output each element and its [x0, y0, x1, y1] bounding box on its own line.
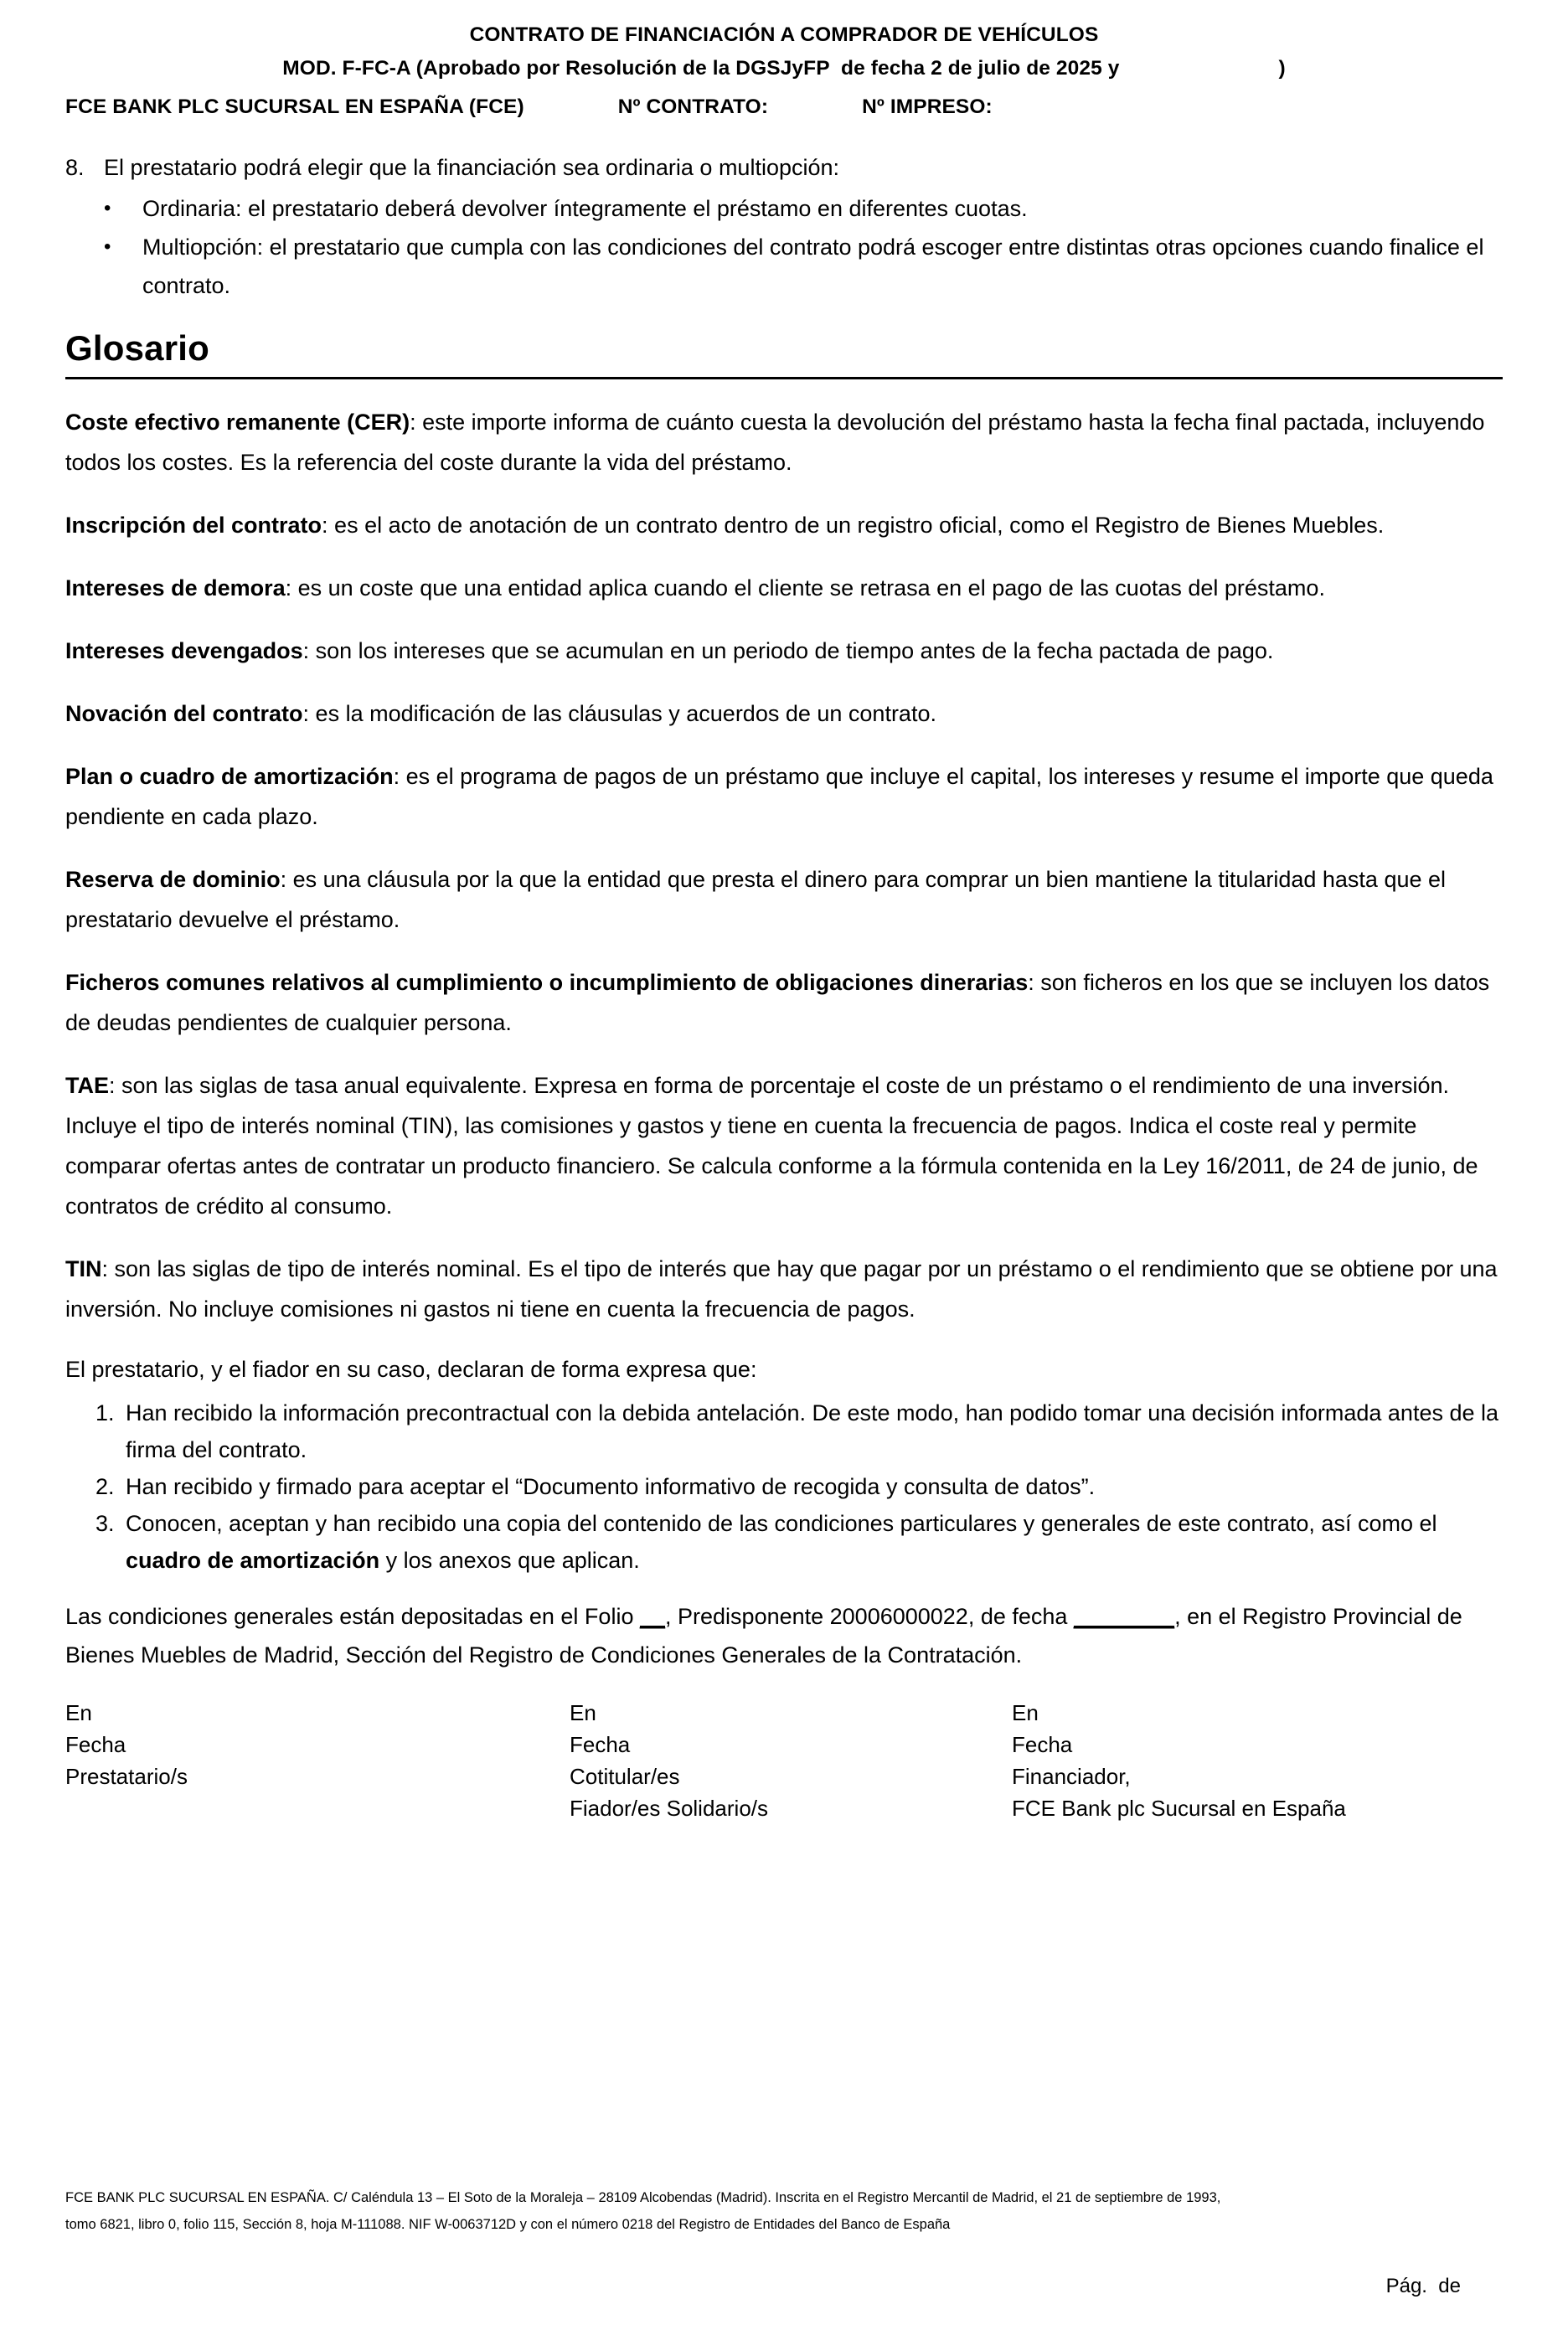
glossary-definition: : son ficheros en los que se incluyen los datos de deudas pendientes de cualquier persona. [65, 970, 1490, 1035]
declaration-number: 2. [95, 1474, 115, 1499]
signature-column-lender [1012, 1697, 1503, 1824]
list-item [65, 1505, 1503, 1579]
page-number: Pág. de [1385, 2275, 1461, 2297]
glossary-definition: : es la modificación de las cláusulas y acuerdos de un contrato. [302, 701, 936, 726]
signature-date-label: Fecha [570, 1732, 631, 1757]
signature-role-label-secondary: FCE Bank plc Sucursal en España [1012, 1796, 1346, 1821]
signature-column-borrower [65, 1697, 570, 1824]
glossary-entry [65, 756, 1503, 837]
bullet-dot-icon: • [104, 197, 111, 219]
declaration-text-part-1: Conocen, aceptan y han recibido una copia del contenido de las condiciones particulares y generales de este contrato, así como el [126, 1511, 1437, 1536]
glossary-definition: : son las siglas de tasa anual equivalente. Expresa en forma de porcentaje el coste de un préstamo o el rendimiento de una inversión. Incluye el tipo de interés nominal (TIN), las comisiones y gastos y tiene en cuenta la frecuencia de pagos. Indica el coste real y permite comparar ofertas antes de contratar un producto financiero. Se calcula conforme a la fórmula contenida en la Ley 16/2011, de 24 de junio, de contratos de crédito al consumo. [65, 1073, 1478, 1219]
glossary-entries [65, 402, 1503, 1329]
signature-place-label: En [570, 1700, 596, 1725]
glossary-term: Plan o cuadro de amortización [65, 764, 394, 789]
signature-column-cotitular [570, 1697, 1012, 1824]
glossary-term: Coste efectivo remanente (CER) [65, 410, 410, 435]
glossary-entry [65, 402, 1503, 482]
glossary-definition: : es el acto de anotación de un contrato dentro de un registro oficial, como el Registro de Bienes Muebles. [322, 513, 1385, 538]
signature-block [65, 1697, 1503, 1824]
page-title: Glosario [65, 328, 209, 368]
glossary-entry [65, 505, 1503, 545]
list-item [65, 1468, 1503, 1505]
contract-number-label: Nº CONTRATO: [617, 95, 769, 118]
declaration-text [126, 1505, 1503, 1579]
model-code-text: MOD. F-FC-A (Aprobado por Resolución de la DGSJyFP de fecha 2 de julio de 2025 y [282, 57, 1120, 80]
document-footer [0, 2184, 1568, 2325]
glossary-term: Inscripción del contrato [65, 513, 322, 538]
footer-legal-line-1: FCE BANK PLC SUCURSAL EN ESPAÑA. C/ Caléndula 13 – El Soto de la Moraleja – 28109 Alcobendas (Madrid). Inscrita en el Registro Mercantil de Madrid, el 21 de septiembre de 1993, [65, 2190, 1221, 2205]
glossary-term: TAE [65, 1073, 109, 1098]
glossary-definition: : es una cláusula por la que la entidad que presta el dinero para comprar un bien mantiene la titularidad hasta que el prestatario devuelve el préstamo. [65, 867, 1447, 932]
clause-8-bullet-list [65, 189, 1503, 305]
date-blank-field[interactable]: ________ [1073, 1604, 1175, 1629]
glossary-term: Intereses devengados [65, 638, 303, 663]
glossary-entry [65, 693, 1503, 734]
glossary-entry [65, 962, 1503, 1043]
signature-role-label: Financiador, [1012, 1764, 1131, 1789]
bullet-dot-icon: • [104, 235, 111, 258]
entity-name: FCE BANK PLC SUCURSAL EN ESPAÑA (FCE) [65, 95, 524, 118]
signature-place-label: En [65, 1700, 92, 1725]
glossary-definition: : es el programa de pagos de un préstamo que incluye el capital, los intereses y resume el importe que queda pendiente en cada plazo. [65, 764, 1493, 829]
signature-role-label-secondary: Fiador/es Solidario/s [570, 1796, 768, 1821]
list-item [65, 228, 1503, 305]
section-divider [65, 377, 1503, 379]
glossary-term: Intereses de demora [65, 575, 286, 601]
declaration-text: Han recibido la información precontractual con la debida antelación. De este modo, han podido tomar una decisión informada antes de la firma del contrato. [126, 1400, 1499, 1462]
glossary-definition: : son las siglas de tipo de interés nominal. Es el tipo de interés que hay que pagar por un préstamo o el rendimiento que se obtiene por una inversión. No incluye comisiones ni gastos ni tiene en cuenta la frecuencia de pagos. [65, 1256, 1498, 1322]
conditions-deposit-paragraph [65, 1597, 1503, 1674]
clause-8 [65, 149, 1503, 186]
clause-8-text: El prestatario podrá elegir que la financiación sea ordinaria o multiopción: [104, 155, 840, 180]
declaration-number: 3. [95, 1511, 115, 1536]
glossary-definition: : es un coste que una entidad aplica cuando el cliente se retrasa en el pago de las cuotas del préstamo. [285, 575, 1325, 601]
conditions-text-part-1: Las condiciones generales están depositadas en el Folio [65, 1604, 640, 1629]
declaration-number: 1. [95, 1400, 115, 1425]
glossary-term: TIN [65, 1256, 102, 1281]
model-line-close-paren: ) [1278, 57, 1286, 80]
document-model-line [0, 52, 1568, 85]
conditions-text-part-3: , en el Registro Provincial de Bienes Muebles de Madrid, Sección del Registro de Condiciones Generales de la Contratación. [65, 1604, 1462, 1668]
glossary-definition: : son los intereses que se acumulan en un periodo de tiempo antes de la fecha pactada de pago. [302, 638, 1274, 663]
declarations-lead-text: El prestatario, y el fiador en su caso, declaran de forma expresa que: [65, 1357, 757, 1382]
glossary-entry [65, 1065, 1503, 1226]
list-item [65, 1394, 1503, 1468]
footer-legal-line-2: tomo 6821, libro 0, folio 115, Sección 8, hoja M-111088. NIF W-0063712D y con el número 0218 del Registro de Entidades del Banco de España [65, 2217, 951, 2232]
clause-8-bullet-1-text: Ordinaria: el prestatario deberá devolver íntegramente el préstamo en diferentes cuotas. [142, 196, 1028, 221]
declaration-text-bold: cuadro de amortización [126, 1548, 380, 1573]
document-header [0, 0, 1568, 124]
document-body [0, 149, 1568, 1824]
glossary-term: Ficheros comunes relativos al cumplimiento o incumplimiento de obligaciones dinerarias [65, 970, 1029, 995]
declarations-list [65, 1394, 1503, 1579]
declaration-text: Han recibido y firmado para aceptar el “Documento informativo de recogida y consulta de datos”. [126, 1474, 1096, 1499]
list-item [65, 189, 1503, 228]
glossary-entry [65, 859, 1503, 940]
document-title: CONTRATO DE FINANCIACIÓN A COMPRADOR DE VEHÍCULOS [469, 23, 1099, 46]
glossary-entry [65, 568, 1503, 608]
signature-role-label: Prestatario/s [65, 1764, 188, 1789]
declaration-text-part-2: y los anexos que aplican. [379, 1548, 640, 1573]
form-number-label: Nº IMPRESO: [862, 95, 993, 118]
folio-blank-field[interactable]: __ [639, 1604, 666, 1629]
glossary-definition: : este importe informa de cuánto cuesta la devolución del préstamo hasta la fecha final pactada, incluyendo todos los costes. Es la referencia del coste durante la vida del préstamo. [65, 410, 1485, 475]
glossary-entry [65, 631, 1503, 671]
glossary-entry [65, 1249, 1503, 1329]
document-entity-line [0, 90, 1568, 124]
glossary-term: Reserva de dominio [65, 867, 281, 892]
glossary-term: Novación del contrato [65, 701, 303, 726]
signature-date-label: Fecha [1012, 1732, 1073, 1757]
clause-8-bullet-2-text: Multiopción: el prestatario que cumpla con las condiciones del contrato podrá escoger entre distintas otras opciones cuando finalice el contrato. [142, 235, 1484, 298]
conditions-text-part-2: , Predisponente 20006000022, de fecha [665, 1604, 1074, 1629]
signature-role-label: Cotitular/es [570, 1764, 680, 1789]
clause-8-number: 8. [65, 155, 85, 180]
signature-place-label: En [1012, 1700, 1039, 1725]
signature-date-label: Fecha [65, 1732, 126, 1757]
